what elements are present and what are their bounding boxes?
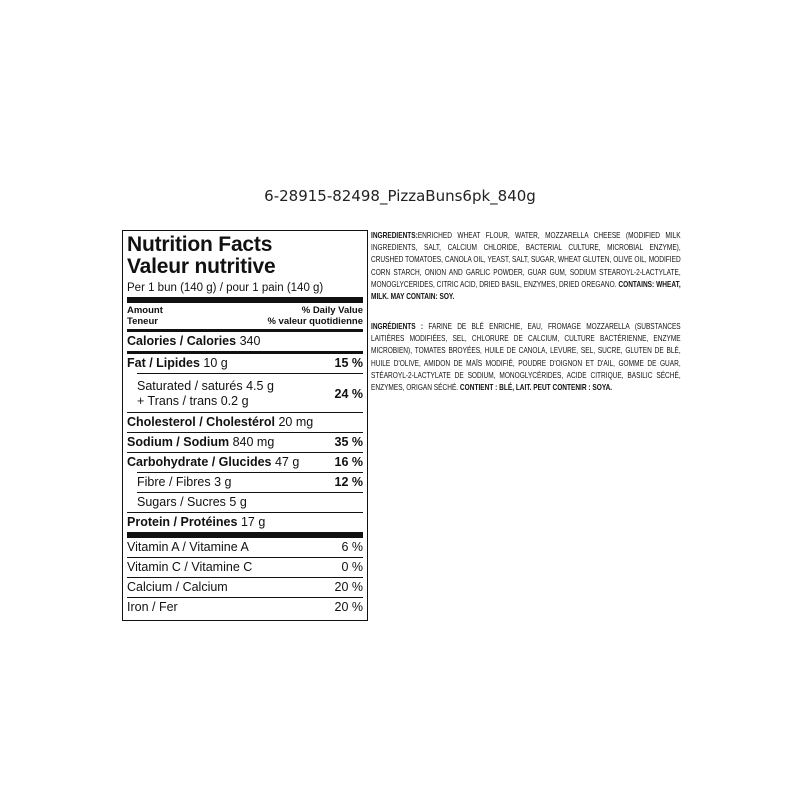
cholesterol-row (127, 413, 363, 432)
cholesterol-label: Cholesterol / Cholestérol (127, 415, 275, 429)
amount-label-fr: Teneur (127, 316, 158, 327)
vitamin-c-label: Vitamin C / Vitamine C (127, 560, 253, 574)
calories-label: Calories / Calories (127, 334, 237, 348)
sodium-percent: 35 % (334, 435, 363, 449)
iron-percent: 20 % (334, 600, 363, 614)
vitamin-a-label: Vitamin A / Vitamine A (127, 540, 249, 554)
allergens-fr: CONTIENT : BLÉ, LAIT. PEUT CONTENIR : SOYA. (459, 382, 613, 393)
vitamin-a-percent: 6 % (341, 540, 363, 554)
calcium-percent: 20 % (334, 580, 363, 594)
sugars-row (127, 493, 363, 512)
nutrition-facts-table (122, 230, 368, 621)
fibre-value: Fibre / Fibres 3 g (137, 475, 232, 489)
fat-value: 10 g (203, 356, 228, 370)
ingredients-english (371, 229, 681, 302)
fibre-percent: 12 % (334, 475, 363, 489)
calcium-label: Calcium / Calcium (127, 580, 228, 594)
serving-size: Per 1 bun (140 g) / pour 1 pain (140 g) (127, 282, 324, 294)
iron-row (127, 598, 363, 617)
ingredients-label-fr: INGRÉDIENTS : (371, 321, 424, 331)
saturated-trans-percent: 24 % (334, 386, 363, 401)
file-title: 6-28915-82498_PizzaBuns6pk_840g (264, 187, 536, 205)
column-header (127, 303, 363, 329)
ingredients-text-en: ENRICHED WHEAT FLOUR, WATER, MOZZARELLA CHEESE (MODIFIED MILK INGREDIENTS, SALT, CALCIUM CHLORIDE, BACTERIAL CULTURE, MICROBIAL ENZYME), CRUSHED TOMATOES, CANOLA OIL, YEAST, SALT, SUGAR, WHEAT GLUTEN, OLIVE OIL, MODIFIED CORN STARCH, ONION AND GARLIC POWDER, GUAR GUM, SODIUM STEAROYL-2-LACTYLATE, MONOGLYCERIDES, CITRIC ACID, DRIED BASIL, ENZYMES, DRIED OREGANO. (371, 230, 681, 289)
fat-percent: 15 % (334, 356, 363, 370)
fibre-row (127, 473, 363, 492)
iron-label: Iron / Fer (127, 600, 178, 614)
fat-label: Fat / Lipides (127, 356, 200, 370)
ingredients-french (371, 320, 681, 393)
amount-label-en: Amount (127, 305, 163, 316)
cholesterol-value: 20 mg (278, 415, 314, 429)
ingredients-text-fr: FARINE DE BLÉ ENRICHIE, EAU, FROMAGE MOZZARELLA (SUBSTANCES LAITIÈRES MODIFIÉES, SEL, CHLORURE DE CALCIUM, CULTURE BACTÉRIENNE, ENZYME MICROBIEN), TOMATES BROYÉES, HUILE DE CANOLA, LEVURE, SEL, SUCRE, GLUTEN DE BLÉ, HUILE D'OLIVE, AMIDON DE MAÏS MODIFIÉ, POUDRE D'OIGNON ET D'AIL, GOMME DE GUAR, STÉAROYL-2-LACTYLATE DE SODIUM, MONOGLYCÉRIDES, ACIDE CITRIQUE, BASILIC SÉCHÉ, ENZYMES, ORIGAN SÉCHÉ. (371, 321, 681, 393)
carbohydrate-percent: 16 % (334, 455, 363, 469)
daily-value-label-fr: % valeur quotidienne (267, 316, 363, 327)
carbohydrate-row (127, 453, 363, 472)
sugars-value: Sugars / Sucres 5 g (137, 495, 247, 509)
saturated-trans-row (127, 374, 363, 412)
sodium-value: 840 mg (232, 435, 275, 449)
daily-value-label-en: % Daily Value (301, 305, 363, 316)
protein-value: 17 g (240, 515, 266, 529)
vitamin-c-percent: 0 % (341, 560, 363, 574)
sodium-row (127, 433, 363, 452)
vitamin-a-row (127, 538, 363, 557)
nutrition-title-fr: Valeur nutritive (127, 255, 276, 278)
calories-value: 340 (239, 334, 261, 348)
ingredients-label-en: INGREDIENTS: (371, 230, 418, 240)
saturated-value: Saturated / saturés 4.5 g (137, 379, 274, 393)
carbohydrate-value: 47 g (274, 455, 300, 469)
fat-row (127, 354, 363, 373)
sodium-label: Sodium / Sodium (127, 435, 230, 449)
vitamin-c-row (127, 558, 363, 577)
carbohydrate-label: Carbohydrate / Glucides (127, 455, 272, 469)
nutrition-title-en: Nutrition Facts (127, 233, 273, 256)
calories-row (127, 332, 363, 351)
calcium-row (127, 578, 363, 597)
allergens-en: CONTAINS: WHEAT, MILK. MAY CONTAIN: SOY. (371, 278, 681, 302)
trans-value: + Trans / trans 0.2 g (137, 394, 249, 408)
protein-row (127, 513, 363, 532)
protein-label: Protein / Protéines (127, 515, 238, 529)
